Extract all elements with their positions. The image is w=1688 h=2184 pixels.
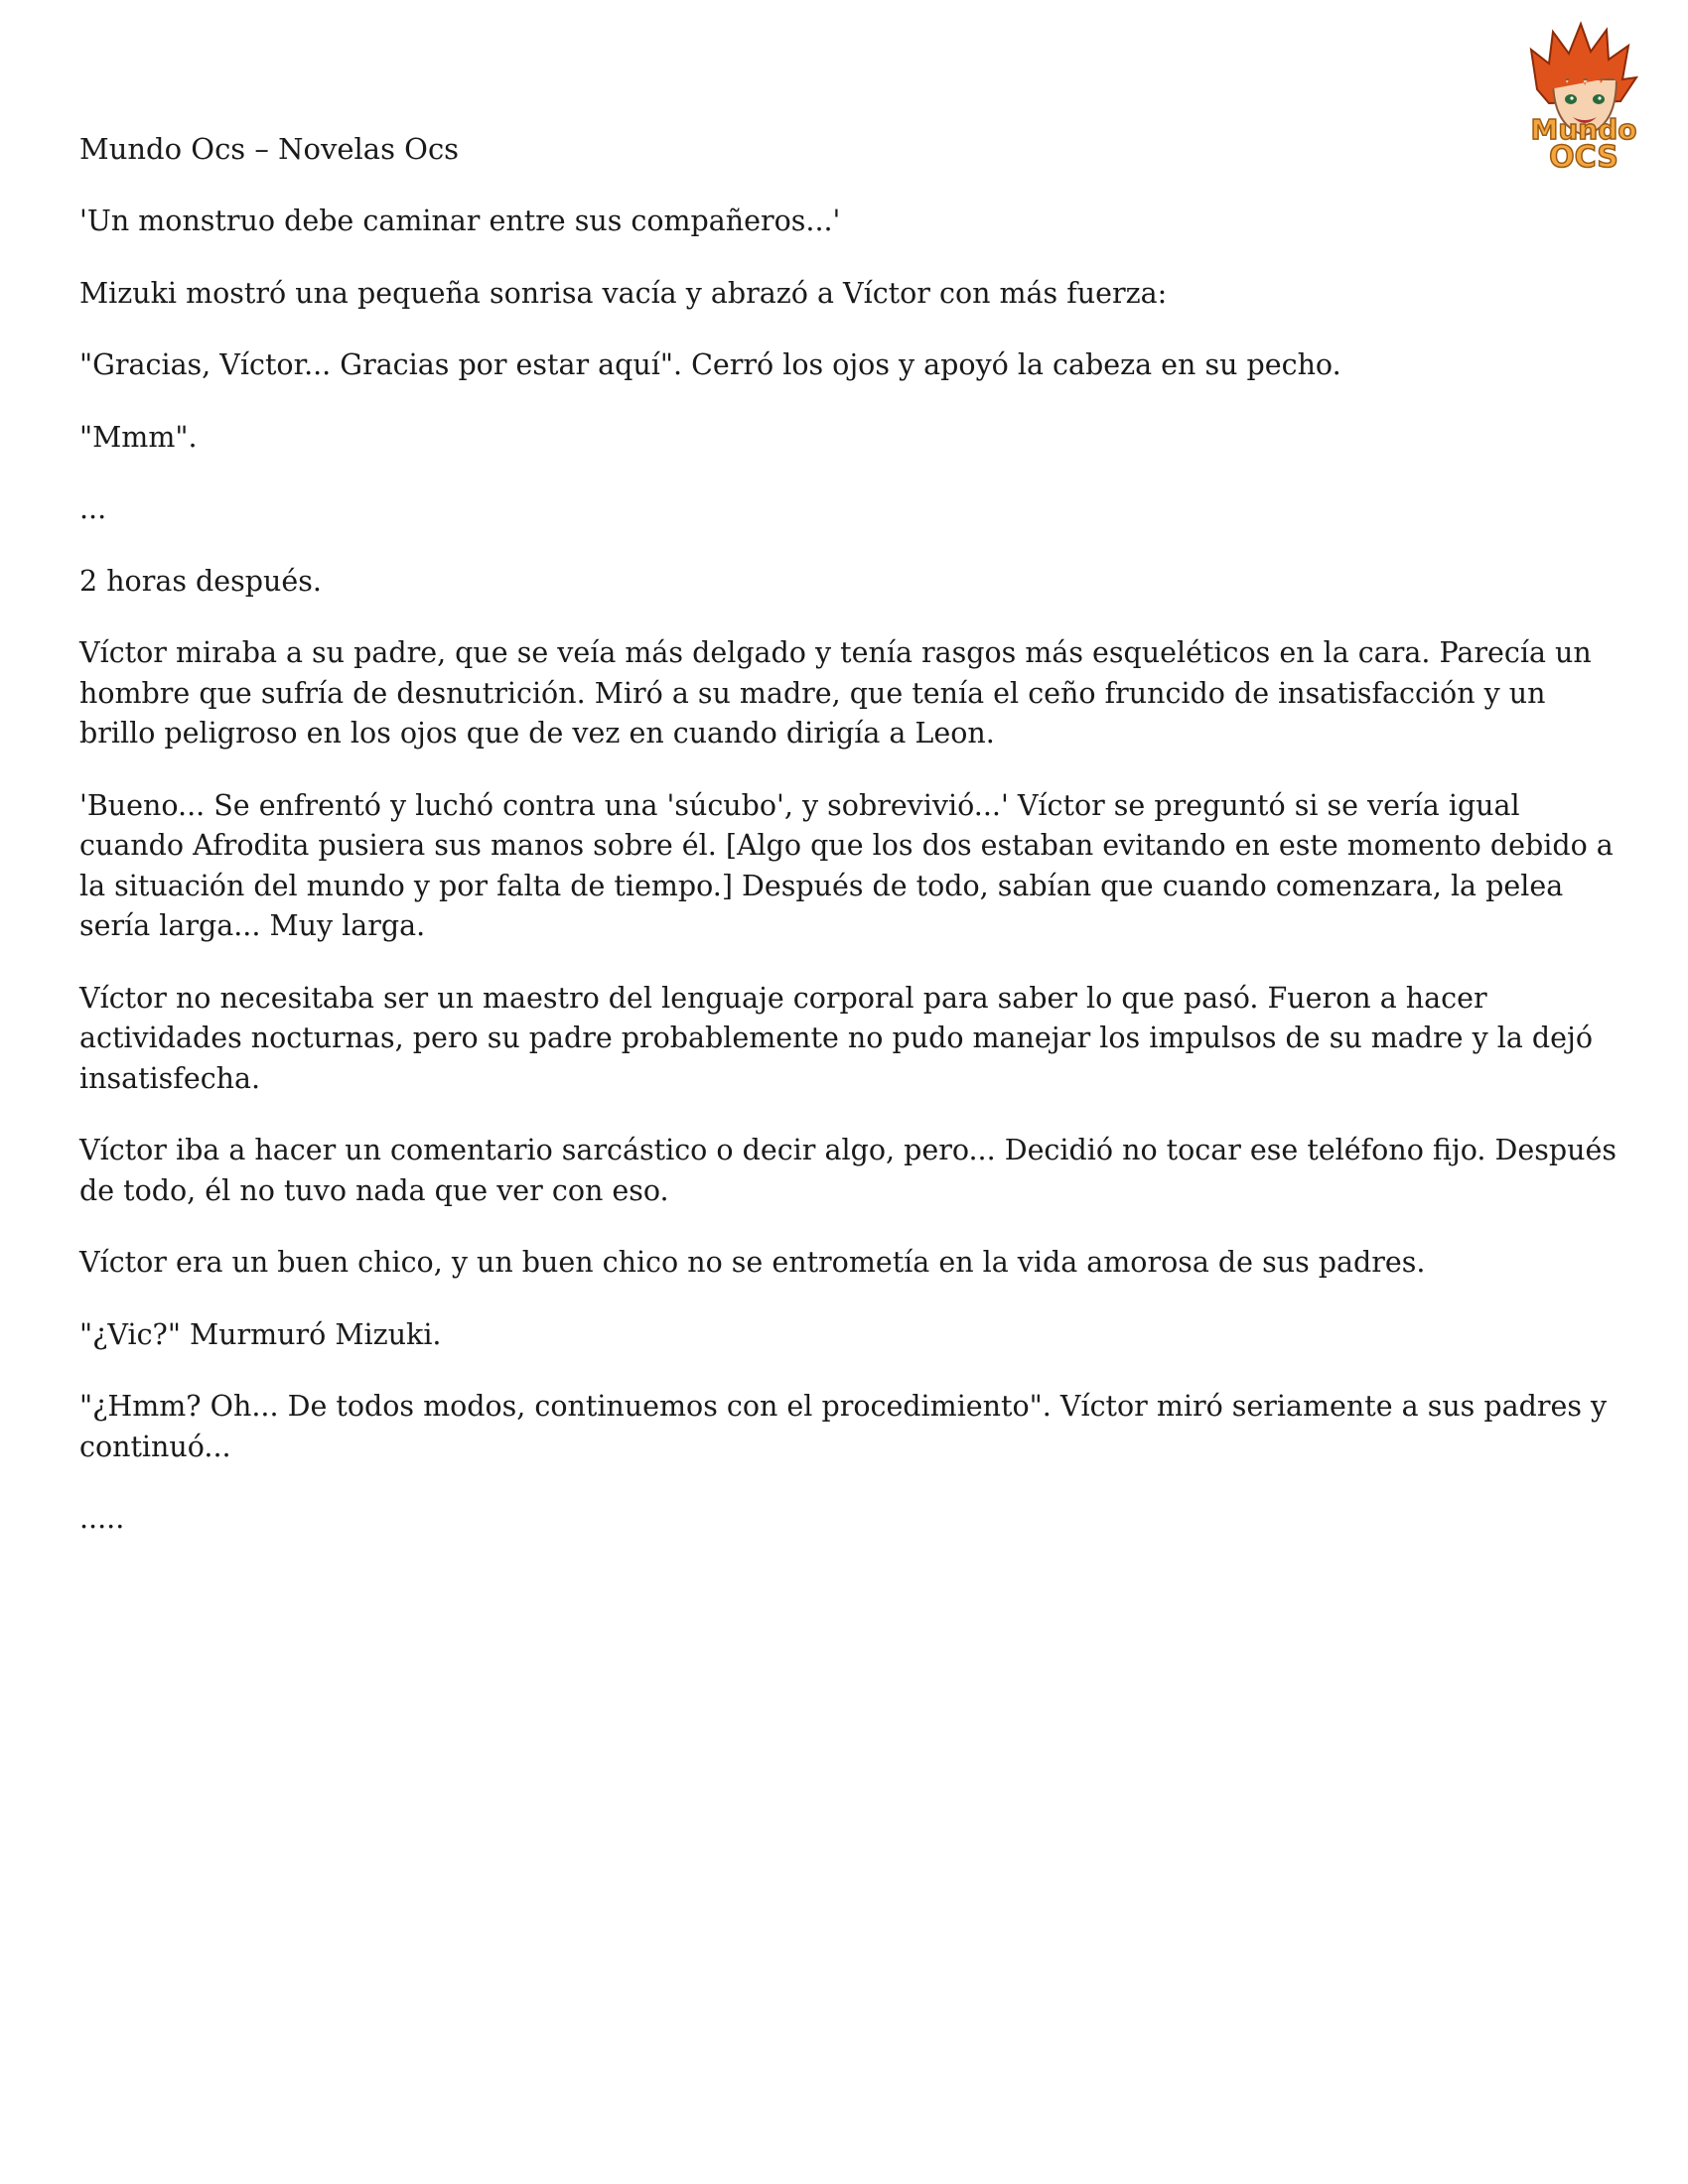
mundo-ocs-logo (1509, 20, 1658, 174)
paragraph: "Mmm". (79, 420, 198, 454)
paragraph: 'Un monstruo debe caminar entre sus compañeros...' (79, 205, 841, 237)
paragraph: Víctor no necesitaba ser un maestro del lenguaje corporal para saber lo que pasó. Fueron a hacer actividades nocturnas, pero su padre probablemente no pudo manejar los impulsos de su madre y la dejó insatisfecha. (79, 981, 1594, 1095)
document-body (79, 202, 1623, 1571)
paragraph: Víctor miraba a su padre, que se veía más delgado y tenía rasgos más esqueléticos en la cara. Parecía un hombre que sufría de desnutrición. Miró a su madre, que tenía el ceño fruncido de insatisfacción y un brillo peligroso en los ojos que de vez en cuando dirigía a Leon. (79, 636, 1592, 750)
paragraph: Mizuki mostró una pequeña sonrisa vacía y abrazó a Víctor con más fuerza: (79, 276, 1168, 310)
paragraph: "Gracias, Víctor... Gracias por estar aquí". Cerró los ojos y apoyó la cabeza en su pecho. (79, 348, 1341, 381)
paragraph: Víctor era un buen chico, y un buen chico no se entrometía en la vida amorosa de sus padres. (79, 1246, 1426, 1279)
paragraph: ..... (79, 1502, 125, 1535)
paragraph: Víctor iba a hacer un comentario sarcástico o decir algo, pero... Decidió no tocar ese teléfono fijo. Después de todo, él no tuvo nada que ver con eso. (79, 1134, 1617, 1207)
logo-text-line1: Mundo (1530, 113, 1637, 146)
paragraph: 'Bueno... Se enfrentó y luchó contra una 'súcubo', y sobrevivió...' Víctor se preguntó si se vería igual cuando Afrodita pusiera sus manos sobre él. [Algo que los dos estaban evitando en este momento debido a la situación del mundo y por falta de tiempo.] Después de todo, sabían que cuando comenzara, la pelea sería larga... Muy larga. (79, 788, 1614, 942)
page-header-title: Mundo Ocs – Novelas Ocs (79, 132, 460, 166)
logo-text-line2: OCS (1549, 140, 1618, 174)
paragraph: "¿Hmm? Oh... De todos modos, continuemos con el procedimiento". Víctor miró seriamente a sus padres y continuó... (79, 1390, 1608, 1463)
paragraph: ... (79, 492, 107, 525)
paragraph: 2 horas después. (79, 564, 322, 598)
paragraph: "¿Vic?" Murmuró Mizuki. (79, 1317, 442, 1351)
